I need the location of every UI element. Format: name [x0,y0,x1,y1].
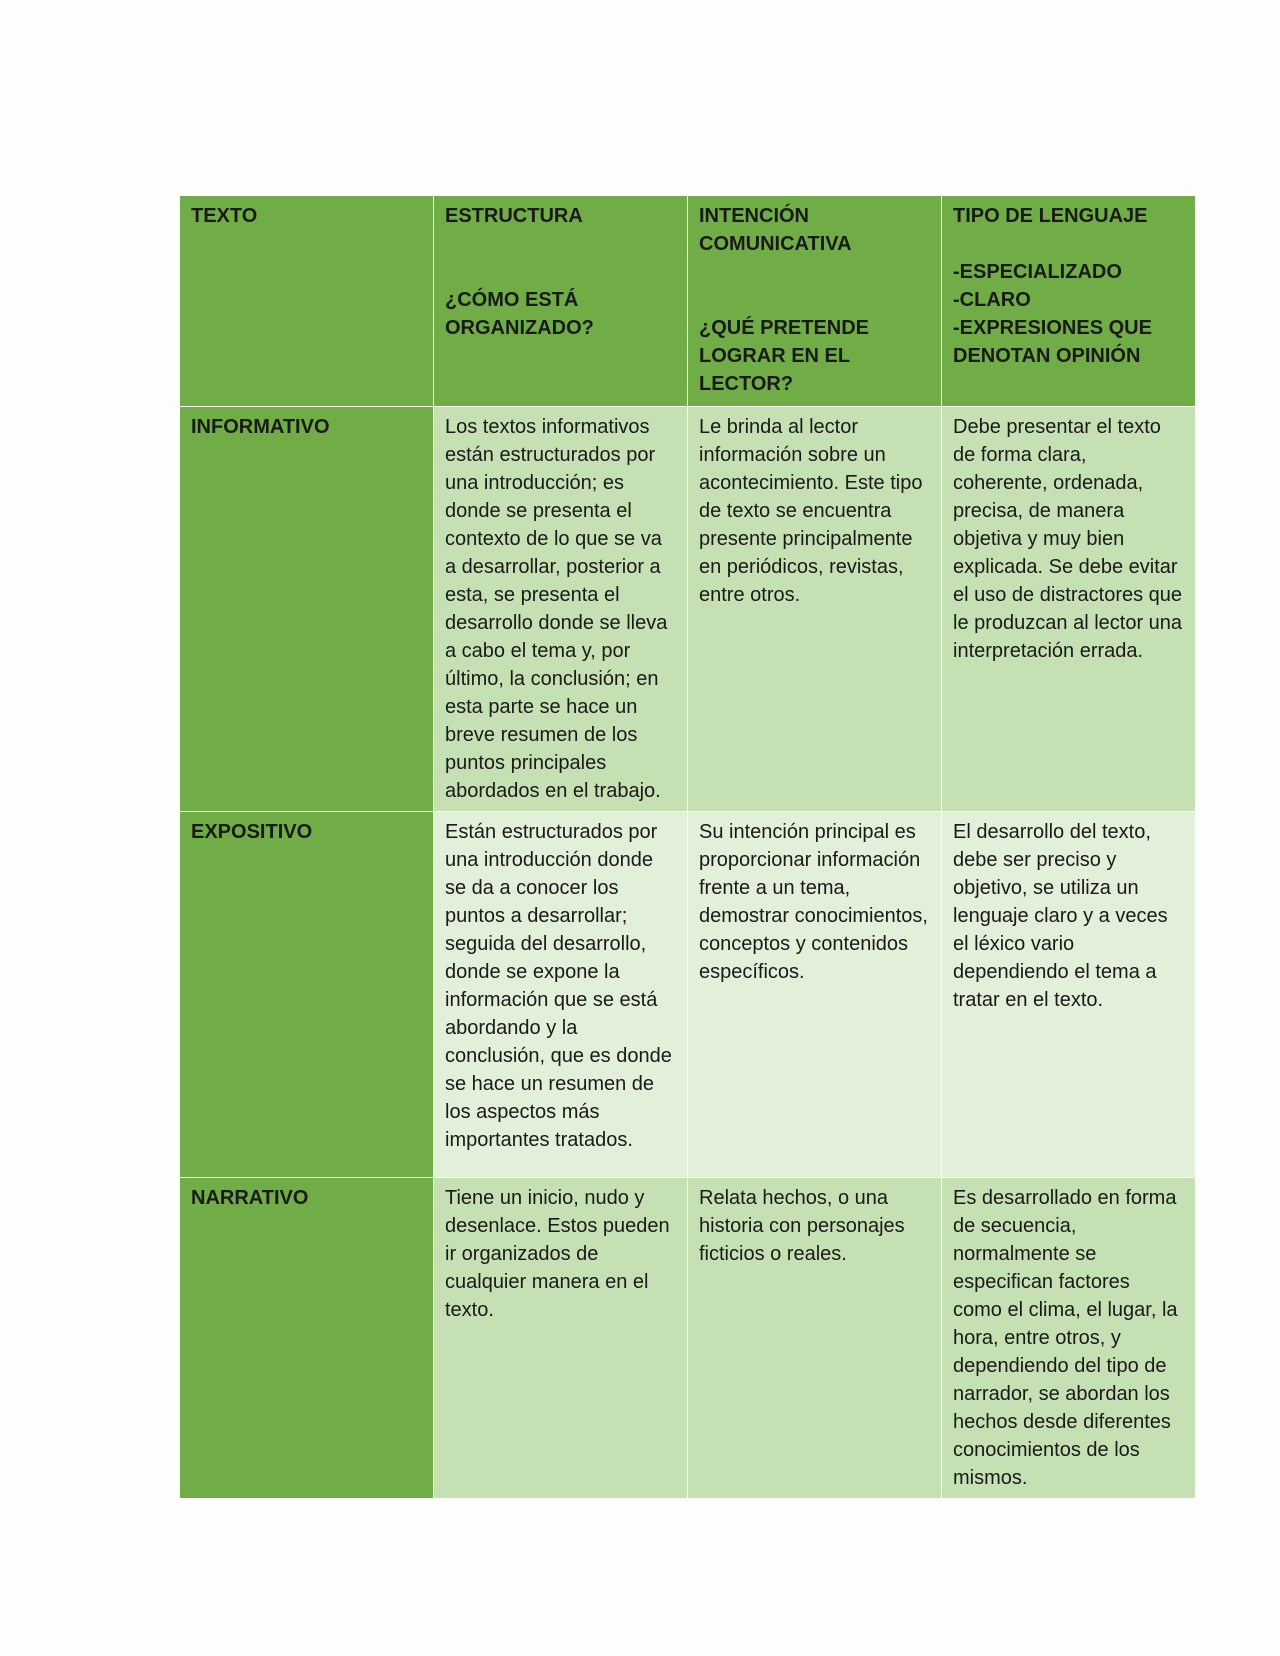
header-lenguaje-item: -ESPECIALIZADO [953,261,1122,283]
cell-lenguaje: Es desarrollado en forma de secuencia, normalmente se especifican factores como el clima, el lugar, la hora, entre otros, y dependiendo del tipo de narrador, se abordan los hechos desde diferentes conocimientos de los mismos. [942,1178,1196,1499]
header-intencion-subtitle: ¿QUÉ PRETENDE LOGRAR EN EL LECTOR? [699,317,870,395]
cell-intencion: Su intención principal es proporcionar información frente a un tema, demostrar conocimientos, conceptos y contenidos específicos. [688,812,942,1178]
header-intencion [688,196,942,407]
header-lenguaje-item: -EXPRESIONES QUE DENOTAN OPINIÓN [953,317,1152,367]
cell-estructura: Tiene un inicio, nudo y desenlace. Estos pueden ir organizados de cualquier manera en el texto. [434,1178,688,1499]
table-row [180,407,1196,812]
cell-intencion: Relata hechos, o una historia con personajes ficticios o reales. [688,1178,942,1499]
header-texto-title: TEXTO [191,205,258,227]
table-row [180,1178,1196,1499]
header-lenguaje-title: TIPO DE LENGUAJE [953,205,1148,227]
text-types-table [179,195,1196,1499]
cell-lenguaje: Debe presentar el texto de forma clara, coherente, ordenada, precisa, de manera objetiva y muy bien explicada. Se debe evitar el uso de distractores que le produzcan al lector una interpretación errada. [942,407,1196,812]
header-estructura [434,196,688,407]
header-lenguaje-item: -CLARO [953,289,1031,311]
header-texto [180,196,434,407]
header-estructura-title: ESTRUCTURA [445,205,583,227]
row-label-informativo: INFORMATIVO [180,407,434,812]
header-estructura-subtitle: ¿CÓMO ESTÁ ORGANIZADO? [445,289,594,339]
table-row [180,812,1196,1178]
cell-estructura: Están estructurados por una introducción donde se da a conocer los puntos a desarrollar; seguida del desarrollo, donde se expone la información que se está abordando y la conclusión, que es donde se hace un resumen de los aspectos más importantes tratados. [434,812,688,1178]
cell-lenguaje: El desarrollo del texto, debe ser preciso y objetivo, se utiliza un lenguaje claro y a veces el léxico vario dependiendo el tema a tratar en el texto. [942,812,1196,1178]
header-lenguaje [942,196,1196,407]
row-label-narrativo: NARRATIVO [180,1178,434,1499]
row-label-expositivo: EXPOSITIVO [180,812,434,1178]
cell-estructura: Los textos informativos están estructurados por una introducción; es donde se presenta el contexto de lo que se va a desarrollar, posterior a esta, se presenta el desarrollo donde se lleva a cabo el tema y, por último, la conclusión; en esta parte se hace un breve resumen de los puntos principales abordados en el trabajo. [434,407,688,812]
header-intencion-title: INTENCIÓN COMUNICATIVA [699,205,852,255]
table-header-row [180,196,1196,407]
cell-intencion: Le brinda al lector información sobre un acontecimiento. Este tipo de texto se encuentra presente principalmente en periódicos, revistas, entre otros. [688,407,942,812]
